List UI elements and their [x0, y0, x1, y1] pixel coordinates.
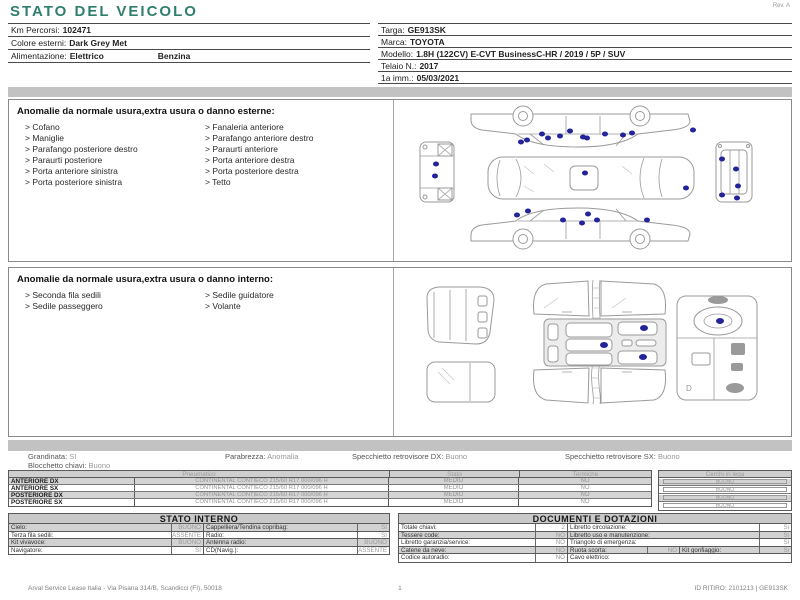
column-header-stato: Stato: [390, 471, 520, 477]
condition-parabrezza: Parabrezza: Anomalia: [225, 452, 299, 461]
stato-interno-title: STATO INTERNO: [9, 514, 389, 524]
info-row-marca: Marca: TOYOTA: [378, 36, 792, 48]
list-item: > Fanaleria anteriore: [205, 122, 313, 133]
table-row: Kit vivavoce: BUONO Antenna radio: BUONO: [11, 539, 387, 546]
table-row: Navigatore: SI CD(Navig.): ASSENTE: [11, 546, 387, 554]
table-row: POSTERIORE DX CONTINENTAL CONTIECO 215/60 R17 000/096 H MEDIO NO: [9, 492, 651, 499]
page-footer: [8, 585, 792, 592]
divider-bar-middle: [8, 440, 792, 451]
revision-label: Rev. A: [772, 3, 790, 9]
table-row: Codice autoradio: NO Cavo elettrico:: [401, 554, 610, 561]
vehicle-info-left: [8, 23, 370, 63]
table-row: Libretto garanzia/service: NO Triangolo di emergenza: Si: [401, 539, 789, 546]
interior-damage-diagram: [394, 268, 790, 436]
list-item: > Porta posteriore destra: [205, 166, 313, 177]
table-row: ANTERIORE DX CONTINENTAL CONTIECO 215/60 R17 000/096 H MEDIO NO: [9, 478, 651, 485]
table-row: ANTERIORE SX CONTINENTAL CONTIECO 215/60 R17 000/096 H MEDIO NO: [9, 485, 651, 492]
column-header-cerchi: Cerchi in lega: [659, 471, 791, 478]
list-item: > Parafango anteriore destro: [205, 133, 313, 144]
exterior-damage-diagram: [394, 100, 790, 261]
list-item: > Paraurti posteriore: [25, 155, 205, 166]
info-row-telaio: Telaio N.: 2017: [378, 60, 792, 72]
interior-anomalies-title: Anomalie da normale usura,extra usura o danno interno:: [17, 274, 274, 285]
column-header-pneumatico: Pneumatico: [9, 471, 390, 477]
tires-table-header: [9, 471, 651, 478]
exterior-anomalies-list: [9, 100, 394, 261]
condition-blocchetto-chiavi: Blocchetto chiavi: Buono: [28, 461, 111, 470]
table-row: BUONO: [659, 495, 791, 502]
condition-grandinata: Grandinata: SI: [28, 452, 77, 461]
info-row-targa: Targa: GE913SK: [378, 24, 792, 36]
tires-table: [8, 470, 792, 512]
list-item: > Cofano: [25, 122, 205, 133]
table-row: Catene da neve: NO Ruota scorta: NO Kit gonfiaggio: Si: [401, 546, 789, 554]
info-row-immatricolazione: 1a imm.: 05/03/2021: [378, 72, 792, 84]
vehicle-info-right: [378, 23, 792, 84]
list-item: > Sedile passeggero: [25, 301, 205, 312]
stato-interno-table: [8, 513, 390, 555]
exterior-anomalies-section: [8, 99, 792, 262]
table-row: BUONO: [659, 479, 791, 486]
documenti-dotazioni-title: DOCUMENTI E DOTAZIONI: [399, 514, 791, 524]
list-item: > Parafango posteriore destro: [25, 144, 205, 155]
list-item: > Porta anteriore destra: [205, 155, 313, 166]
divider-bar-top: [8, 87, 792, 97]
condition-specchietto-dx: Specchietto retrovisore DX: Buono: [352, 452, 468, 461]
footer-company-address: Arval Service Lease Italia - Via Pisana 314/B, Scandicci (FI), 50018: [28, 585, 222, 592]
table-row: POSTERIORE SX CONTINENTAL CONTIECO 215/60 R17 000/096 H MEDIO NO: [11, 499, 590, 506]
interior-diagram-cell: [394, 268, 791, 436]
info-row-km: Km Percorsi: 102471: [8, 24, 370, 37]
table-row: Tessere code: NO Libretto uso e manutenzione: Si: [401, 531, 789, 539]
table-row: Cielo: BUONO Cappelliera/Tendina copribag: SI: [11, 524, 387, 531]
info-row-colore: Colore esterni: Dark Grey Met: [8, 37, 370, 50]
list-item: > Volante: [205, 301, 274, 312]
table-row: Terza fila sedili: ASSENTE Radio: SI: [11, 531, 387, 539]
condition-specchietto-sx: Specchietto retrovisore SX: Buono: [565, 452, 680, 461]
exterior-diagram-cell: [394, 100, 791, 261]
interior-anomalies-section: [8, 267, 792, 437]
page-title: STATO DEL VEICOLO: [10, 3, 198, 20]
list-item: > Sedile guidatore: [205, 290, 274, 301]
list-item: > Porta anteriore sinistra: [25, 166, 205, 177]
info-row-modello: Modello: 1.8H (122CV) E-CVT BusinessC-HR / 2019 / 5P / SUV: [378, 48, 792, 60]
info-row-alimentazione: Alimentazione: Elettrico Benzina: [8, 50, 370, 63]
exterior-anomalies-title: Anomalie da normale usura,extra usura o danno esterne:: [17, 106, 275, 117]
column-header-termiche: Termiche: [572, 471, 599, 478]
interior-anomalies-list: [9, 268, 394, 436]
documenti-dotazioni-table: [398, 513, 792, 563]
list-item: > Porta posteriore sinistra: [25, 177, 205, 188]
footer-id-ritiro: ID RITIRO: 2101213 | GE913SK: [694, 585, 788, 592]
table-row: BUONO: [659, 503, 791, 510]
list-item: > Tetto: [205, 177, 313, 188]
list-item: > Seconda fila sedili: [25, 290, 205, 301]
cerchi-in-lega-table: [658, 470, 792, 511]
svg-text:D: D: [686, 384, 692, 393]
footer-page-number: 1: [398, 585, 402, 592]
table-row: Totale chiavi: 2 Libretto circolazione: Si: [401, 524, 789, 531]
list-item: > Paraurti anteriore: [205, 144, 313, 155]
list-item: > Maniglie: [25, 133, 205, 144]
table-row: BUONO: [659, 487, 791, 494]
